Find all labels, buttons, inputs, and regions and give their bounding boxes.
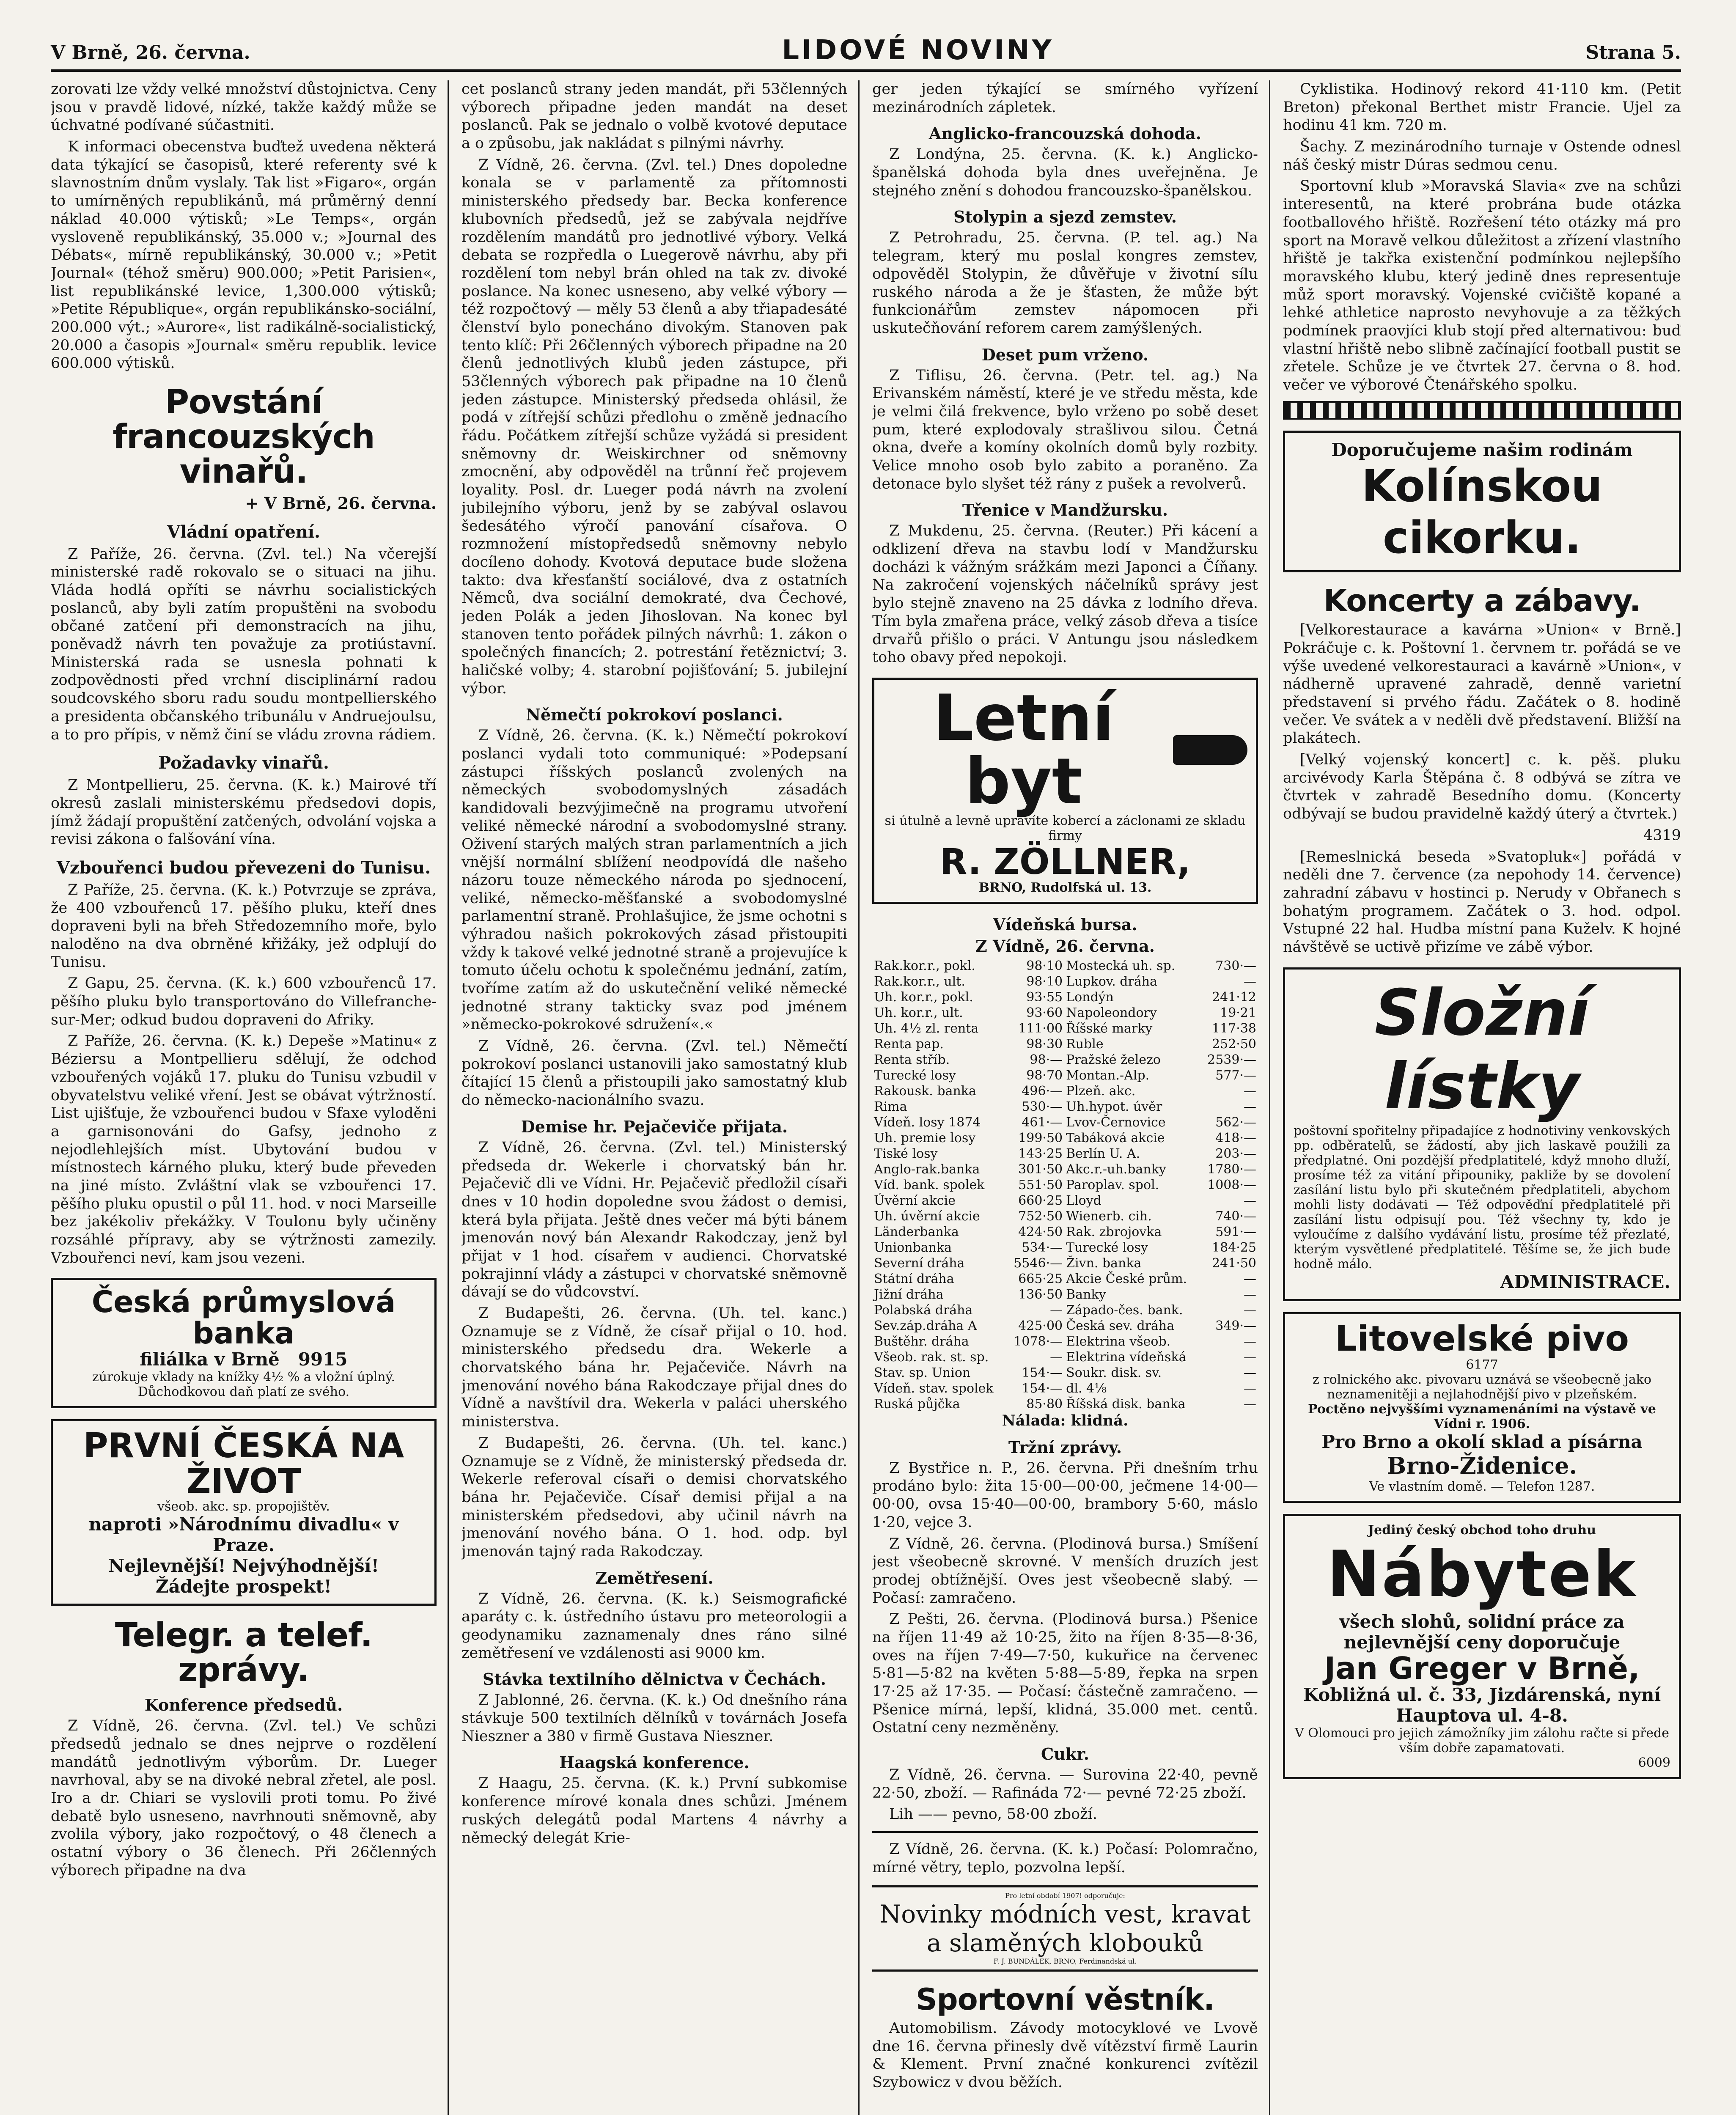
section-concerts: Koncerty a zábavy. [1323, 582, 1641, 618]
article-text: Z Bystřice n. P., 26. června. Při dnešním trhu prodáno bylo: žita 15·00—00·00, ječmene 14·00—00·00, ovsa 15·40—00·00, brambory 5·60, máslo 1·20, vejce 3. [872, 1459, 1258, 1531]
article-text: Z Jablonné, 26. června. (K. k.) Od dnešního rána stávkuje 500 textilních dělníků v továrnách Josefa Nieszner a 380 v firmě Gustava Nieszner. [461, 1692, 847, 1745]
section-telegraph: Telegr. a telef. zprávy. [115, 1616, 373, 1689]
bourse-label: Renta stříb. [874, 1052, 950, 1068]
bourse-row [872, 1349, 1258, 1365]
ad-beer-place: Brno-Židenice. [1387, 1452, 1577, 1479]
ad-letni-title: Letní byt [883, 687, 1247, 813]
ad-beer-medal: Poctěno nejvyššími vyznamenáními na výstavě ve Vídni r. 1906. [1308, 1401, 1656, 1431]
bourse-label: Stav. sp. Union [874, 1365, 971, 1381]
ad-bundalek [872, 1885, 1258, 1972]
bourse-value: 730·— [1215, 959, 1256, 974]
bourse-label: Lvov-Černovice [1066, 1115, 1166, 1130]
bourse-value: 660·25 [1018, 1193, 1063, 1209]
bourse-label: Česká sev. dráha [1066, 1318, 1175, 1334]
bourse-value: 241·12 [1212, 990, 1256, 1005]
bourse-label: Lupkov. dráha [1066, 974, 1157, 989]
columns [51, 80, 1681, 2115]
bourse-value: — [1244, 1272, 1256, 1287]
ad-kolin-title: Kolínskou cikorku. [1361, 460, 1603, 563]
bourse-row [872, 1146, 1258, 1162]
bourse-value: 577·— [1215, 1068, 1256, 1083]
bourse-label: Länderbanka [874, 1225, 959, 1240]
article-text: ger jeden týkající se smírného vyřízení mezinárodních zápletek. [872, 81, 1258, 116]
bourse-value: 93·60 [1026, 1005, 1063, 1021]
ad-novinky: Novinky módních vest, kravat a slaměných klobouků [879, 1899, 1251, 1957]
bourse-value: 752·50 [1018, 1209, 1063, 1224]
bourse-value: 252·50 [1212, 1037, 1256, 1052]
ad-insurance-note: naproti »Národnímu divadlu« v Praze. [88, 1514, 399, 1556]
bourse-row [872, 1052, 1258, 1068]
subheading: Konference předsedů. [144, 1695, 343, 1715]
bourse-value: 562·— [1215, 1115, 1256, 1130]
ad-gregor-address: Kobližná ul. č. 33, Jizdárenská, nyní Hauptova ul. 4-8. [1303, 1684, 1661, 1726]
bourse-row [872, 1287, 1258, 1302]
headline-winegrowers: Povstání francouzských vinařů. [113, 383, 375, 491]
bourse-label: Turecké losy [1066, 1240, 1148, 1255]
article-text: Z Mukdenu, 25. června. (Reuter.) Při kácení a odklizení dřeva na stavbu lodí v Mandžursku docházi k vážným srážkám mezi Japonci a Číňany. Na zakročení vojenských náčelníků správy jest bylo stejně znaveno na 25 dávka z lodního dřeva. Tím byla zmařena práce, velký zásob dřeva a tisíce drvařů přišlo o práci. V Antungu jsou následkem toho obavy před nepokoji. [872, 522, 1258, 666]
bourse-date: Z Vídně, 26. června. [975, 937, 1155, 956]
subheading: Stávka textilního dělnictva v Čechách. [483, 1670, 826, 1689]
ad-gregor-note: V Olomouci pro jejich zámožníky jim zálohu račte si přede vším dobře zapamatovati. [1294, 1726, 1670, 1756]
article-text: Z Pešti, 26. června. (Plodinová bursa.) Pšenice na říjen 11·49 až 10·25, žito na říjen 8·35—8·36, oves na říjen 7·49—7·50, kukuřice na červenec 5·81—5·82 na květen 5·88—5·89, řepka na srpen 17·25 až 17·35. — Počasí: částečně zamračeno. — Pšenice mírná, lepší, klidná, 35.000 met. centů. Ostatní ceny nezměněny. [872, 1611, 1258, 1736]
masthead [51, 25, 1681, 72]
bourse-value: 199·50 [1018, 1131, 1063, 1146]
subheading: Požadavky vinařů. [158, 753, 329, 773]
bourse-label: Západo-čes. bank. [1066, 1303, 1183, 1318]
bourse-label: Úvěrní akcie [874, 1193, 956, 1209]
pointing-hand-icon [1173, 735, 1247, 765]
article-text: cet poslanců strany jeden mandát, při 53členných výborech připadne jeden mandát na deset poslanců. Pak se jednalo o volbě kvotové deputace a o způsobu, jak nakládat s pilnými návrhy. [461, 81, 847, 152]
article-text: [Velkorestaurace a kavárna »Union« v Brně.] Pokráčuje c. k. Poštovní 1. červnem tr. pořádá se ve výše uvedené velkorestauraci a kavárně »Union«, v nádherně upravené zahradě, denně varietní představení si prvého řádu. Začátek o 8. hodině večer. Ve svátek a v neděli dvě představení. Bližší na plakátech. [1283, 621, 1681, 747]
bourse-label: Státní dráha [874, 1272, 954, 1287]
bourse-table [872, 958, 1258, 1412]
bourse-mood: Nálada: klidná. [1002, 1412, 1129, 1430]
article-text: Z Vídně, 26. června. (Zvl. tel.) Dnes dopoledne konala se v parlamentě za přítomnosti ministerského předsedy bar. Becka konference klubovních předsedů, jež se zabývala nejdříve rozdělením mandátů pro jednotlivé výbory. Velká debata se rozpředla o Luegerově návrhu, aby při rozdělení tom nebyl brán ohled na tak zv. divoké poslance. Na konec usneseno, aby velké výbory — též rozpočtový — měly 53 členů a aby třiapadesáté členství bylo ponecháno divokým. Stanoven pak tento klíč: Při 26členných výborech připadne na 20 členů jednotlivých klubů jeden zástupce, při 53členných výborech pak připadne na 10 členů jeden zástupce. Ministerský předseda ohlásil, že podá v zítřejší schůzi předlohu o změně jednacího řádu. Počátkem zítřejší schůze vyžádá si president sněmovny dr. Weiskirchner od sněmovny zmocnění, aby odpověděl na trůnní řeč projevem loyality. Posl. dr. Lueger podá návrh na zvolení jubilejního výboru, jenž by se zabýval oslavou šedesátého výročí panování císařova. O rozmnožení místopředsedů sněmovny nebylo docíleno dohody. Kvotová deputace bude složena takto: dva křesťanští sociálové, dva z ostatních Němců, dva sociální demokraté, dva Čechové, jeden Polák a jeden Jihoslovan. Na konec byl stanoven tento pořádek pilných návrhů: 1. zákon o společných financích; 2. potrestání řetěznictví; 3. haličské volby; 4. starobní pojišťování; 5. jubilejní výbor. [461, 156, 847, 697]
bourse-label: Rak. zbrojovka [1066, 1225, 1162, 1240]
article-text: Z Vídně, 26. června. — Surovina 22·40, pevně 22·50, zboží. — Rafináda 72·— pevné 72·25 zboží. [872, 1766, 1258, 1802]
bourse-value: 98·10 [1026, 974, 1063, 989]
bourse-label: Všeob. rak. st. sp. [874, 1350, 989, 1365]
article-text: Z Vídně, 26. června. (K. k.) Seismografické aparáty c. k. ústředního ústavu pro meteorologii a geodynamiku zaznamenaly dnes ráno silné zemětřesení ve vzdálenosti asi 9000 km. [461, 1590, 847, 1662]
bourse-label: Rima [874, 1099, 907, 1115]
bourse-label: Vídeň. losy 1874 [874, 1115, 981, 1130]
article-text: Z Paříže, 26. června. (K. k.) Depeše »Matinu« z Béziersu a Montpellieru sdělují, že odchod vzbouřených vojáků 17. pluku do Tunisu vzbudil v obyvatelstvu veliké vření. Jest se obávat výtržností. List ujišťuje, že vzbouřenci budou v Sfaxe vyloděni a garnisonováni do Gafsy, jednoho z nejodlehlejších míst. Ubytování budou v místnostech kárného pluku, který bude převeden na jiné místo. Zvláštní vlak se vzbouřenci 17. pěšího pluku opustil o půl 11. hod. v noci Marseille bez jakékoliv překážky. V Toulonu byly učiněny rozsáhlé přípravy, aby se výtržnosti zamezily. Vzbouřenci neví, kam jsou vezeni. [51, 1033, 437, 1266]
bourse-value: 5546·— [1014, 1256, 1063, 1271]
bourse-label: Živn. banka [1066, 1256, 1142, 1271]
article-text: Z Budapešti, 26. června. (Uh. tel. kanc.) Oznamuje se z Vídně, že císař přijal o 10. hod. ministerského předsedu dra. Wekerle a chorvatského bána hr. Pejačeviče. Návrh na jmenování nového bána Rakodczaye přijal dnes do Vídně a navštívil dra. Wekerla v paláci uherského ministerstva. [461, 1305, 847, 1431]
bourse-value: 1008·— [1207, 1178, 1256, 1193]
bourse-value: 461·— [1022, 1115, 1063, 1130]
article-text: Z Vídně, 26. června. (K. k.) Počasí: Polomračno, mírné větry, teplo, pozvolna lepší. [872, 1841, 1258, 1876]
bourse-value: 740·— [1215, 1209, 1256, 1224]
masthead-date: V Brně, 26. června. [51, 42, 250, 63]
ad-bank-title: Česká průmyslová banka [91, 1285, 396, 1351]
bourse-label: Uh. kor.r., pokl. [874, 990, 973, 1005]
bourse-label: Akc.r.-uh.banky [1066, 1162, 1166, 1177]
article-text: Z Vídně, 26. června. (Zvl. tel.) Ve schůzi předsedů jednalo se dnes nejprve o rozdělení mandátů jednotlivým výborům. Dr. Lueger navrhoval, aby se na divoké nebral zřetel, ale posl. Iro a dr. Chiari se vyslovili proti tomu. Po živé debatě bylo usneseno, navrhnouti sněmovně, aby zvolila výbory, jako rozpočtový, o 48 členech a ostatní výbory o 36 členech. Při 26členných výborech připadne na dva [51, 1717, 437, 1879]
ad-summer-home [872, 678, 1258, 904]
bourse-label: Sev.záp.dráha A [874, 1318, 977, 1334]
ad-bank-subtitle: filiálka v Brně 9915 [140, 1349, 348, 1370]
bourse-label: Pražské železo [1066, 1052, 1161, 1068]
bourse-row [872, 1302, 1258, 1318]
bourse-row [872, 1396, 1258, 1412]
article-text: Z Vídně, 26. června. (Zvl. tel.) Němečtí pokrokoví poslanci ustanovili jako samostatný klub čítající 15 členů a přistoupili jako samostatný klub do německo-nacionálního svazu. [461, 1038, 847, 1109]
ad-furniture [1283, 1514, 1681, 1780]
article-text: Cyklistika. Hodinový rekord 41·110 km. (Petit Breton) překonal Berthet mistr Francie. Ujel za hodinu 41 km. 720 m. [1283, 81, 1681, 134]
bourse-value: 184·25 [1212, 1240, 1256, 1255]
masthead-title: LIDOVÉ NOVINY [782, 35, 1054, 66]
bourse-label: Montan.-Alp. [1066, 1068, 1150, 1083]
bourse-value: 143·25 [1018, 1146, 1063, 1162]
bourse-value: 85·80 [1026, 1397, 1063, 1412]
ad-slozni-title: Složní lístky [1374, 976, 1590, 1123]
bourse-value: 117·38 [1212, 1021, 1256, 1036]
subheading: Němečtí pokrokoví poslanci. [526, 705, 783, 725]
bourse-label: Napoleondory [1066, 1005, 1157, 1021]
bourse-value: — [1050, 1350, 1063, 1365]
ad-gregor: Jan Greger v Brně, [1324, 1650, 1640, 1686]
masthead-page-number: Strana 5. [1585, 42, 1681, 63]
subheading: Třenice v Mandžursku. [962, 500, 1168, 520]
trade-title: Tržní zprávy. [1008, 1437, 1122, 1457]
bourse-row [872, 1271, 1258, 1287]
article-text: Sportovní klub »Moravská Slavia« zve na schůzi interesentů, na které probrána bude otázka footballového hřiště. Rozřešení této otázky má pro sport na Moravě velkou důležitost a zřízení vlastního hřiště je takřka existenční podmínkou nejlepšího moravského klubu, který jedině dnes representuje můž sport moravský. Vojenské cvičiště kopané a lehké athletice naprosto nevyhovuje a za těžkých podmínek praovjíci klub stojí před alternativou: buď vlastní hřiště nebo slibně začínající football pustit se zřetele. Schůze je ve čtvrtek 27. června o 8. hod. večer ve výborové Čtenářského spolku. [1283, 178, 1681, 393]
subheading: Vládní opatření. [167, 522, 321, 542]
ad-beer-phone: Ve vlastním domě. — Telefon 1287. [1369, 1479, 1595, 1494]
bourse-label: Polabská dráha [874, 1303, 973, 1318]
bourse-label: Říšské marky [1066, 1021, 1153, 1036]
bourse-label: Banky [1066, 1287, 1106, 1302]
bourse-value: 154·— [1022, 1365, 1063, 1381]
bourse-value: — [1244, 1084, 1256, 1099]
bourse-label: Soukr. disk. sv. [1066, 1365, 1162, 1381]
ad-furniture-pre: Jediný český obchod toho druhu [1368, 1522, 1596, 1538]
subheading: Stolypin a sjezd zemstev. [953, 207, 1177, 227]
bourse-value: — [1244, 1381, 1256, 1396]
ad-insurance-subtitle: všeob. akc. sp. propojištěv. [157, 1499, 330, 1514]
bourse-value: 665·25 [1018, 1272, 1063, 1287]
bourse-value: 203·— [1215, 1146, 1256, 1162]
notice-number: 4319 [1643, 827, 1681, 844]
article-text: Z Paříže, 26. června. (Zvl. tel.) Na včerejší ministerské radě rokovalo se o situaci na jihu. Vláda hodlá opříti se návrhu socialistických poslanců, aby byli zatím propuštěni na svobodu občané zatčení při demonstracích na jihu, poněvadž návrh ten považuje za protiústavní. Ministerská rada se usnesla pohnati k zodpovědnosti před vrchní disciplinární radou soudcovského sboru radu soudu montpellierského a presidenta občanského tribunálu v Andruejoulsu, a to pro přípis, v němž činí se vládu zrovna rádiem. [51, 545, 437, 743]
bourse-label: Anglo-rak.banka [874, 1162, 980, 1177]
ad-furniture-title: Nábytek [1327, 1537, 1637, 1611]
divider [872, 1831, 1258, 1833]
bourse-value: 418·— [1215, 1131, 1256, 1146]
article-text: Z Petrohradu, 25. června. (P. tel. ag.) Na telegram, který mu poslal kongres zemstev, odpověděl Stolypin, že důvěřuje v životní sílu ruského národa a že je šťasten, že může být funkcionářům zemstev nápomocen při uskutečňování reforem carem zamýšlených. [872, 229, 1258, 337]
bourse-row [872, 958, 1258, 974]
bourse-value: 98·— [1030, 1052, 1063, 1068]
ad-insurance-slogan: Nejlevnější! Nejvýhodnější! [108, 1555, 379, 1577]
bourse-value: — [1244, 1350, 1256, 1365]
bourse-value: 425·00 [1018, 1318, 1063, 1334]
bourse-label: Lloyd [1066, 1193, 1101, 1209]
bourse-row [872, 1365, 1258, 1381]
bourse-value: — [1244, 1099, 1256, 1115]
ad-beer-number: 6177 [1466, 1357, 1498, 1372]
subheading: Deset pum vrženo. [981, 345, 1149, 364]
bourse-value: 19·21 [1220, 1005, 1256, 1021]
bourse-value: 111·00 [1018, 1021, 1063, 1036]
subheading: Anglicko-francouzská dohoda. [928, 124, 1202, 143]
column-2 [461, 80, 860, 2115]
bourse-label: Tiské losy [874, 1146, 938, 1162]
ad-letni-text: si útulně a levně upravíte kobercí a záclonami ze skladu firmy [884, 813, 1246, 843]
bourse-label: Unionbanka [874, 1240, 952, 1255]
bourse-row [872, 1162, 1258, 1177]
bourse-title: Vídeňská bursa. [993, 915, 1137, 934]
bourse-label: dl. 4⅛ [1066, 1381, 1107, 1396]
bourse-label: Říšská disk. banka [1066, 1397, 1186, 1412]
article-text: zorovati lze vždy velké množství důstojnictva. Ceny jsou v pravdě lidové, nízké, takže každý může se úchvatné podívané súčastniti. [51, 81, 437, 134]
bourse-label: Paroplav. spol. [1066, 1178, 1159, 1193]
bourse-label: Rakousk. banka [874, 1084, 976, 1099]
ad-beer [1283, 1312, 1681, 1503]
bourse-value: 1078·— [1014, 1334, 1063, 1349]
bourse-label: Severní dráha [874, 1256, 965, 1271]
bourse-value: — [1050, 1303, 1063, 1318]
bourse-value: 591·— [1215, 1225, 1256, 1240]
ad-zollner-address: BRNO, Rudolfská ul. 13. [978, 880, 1152, 895]
article-text: Z Vídně, 26. června. (K. k.) Němečtí pokrokoví poslanci vydali toto communiqué: »Podepsaní zástupci říšských poslanců zvolených na německých svobodomyslných zásadách kandidovali bezvýjimečně na programu utvoření veliké německé národní a svobodomyslné strany. Oživení starých malých stran parlamentních a jich vnější normální sblížení neodpovídá dle našeho názoru touze německého národa po sjednocení, veliké, německo-měšťanské a svobodomyslné parlamentní straně. Prohlašujice, že jsme ochotni s výhradou našich pokrokových zásad přistoupiti vždy k takové velké jednotné straně a projevujíce k tomuto účelu ochotu k společnému jednání, zatím, tvoříme zatím až do uskutečnění veliké německé jednotné strany takticky svaz pod jménem »německo-pokrokové sdružení«.« [461, 727, 847, 1033]
bourse-label: Vídeň. stav. spolek [874, 1381, 994, 1396]
subheading: Zemětřesení. [595, 1568, 714, 1588]
bourse-label: Uh.hypot. úvěr [1066, 1099, 1162, 1115]
subheading: Haagská konference. [559, 1753, 750, 1772]
ad-recommend: Doporučujeme našim rodinám [1331, 439, 1633, 460]
bourse-value: — [1244, 1287, 1256, 1302]
ad-summer-title: Pro letní období 1907! odporučuje: [1005, 1891, 1125, 1900]
ad-bank-code: 9915 [298, 1349, 348, 1370]
bourse-row [872, 1240, 1258, 1255]
bourse-label: Rak.kor.r., ult. [874, 974, 965, 989]
column-1 [51, 80, 449, 2115]
article-text: Z Budapešti, 26. června. (Uh. tel. kanc.) Oznamuje se z Vídně, že ministerský předseda dr. Wekerle referoval císaři o demisi chorvatského bána hr. Pejačeviče. Císař demisi přijal a na ministerském předsedovi, aby učinil návrh na jmenování nového bána. O 1. hod. odp. byl jmenován tajný rada Rakodczay. [461, 1434, 847, 1560]
bourse-row [872, 974, 1258, 989]
bourse-label: Renta pap. [874, 1037, 944, 1052]
article-text: Z Gapu, 25. června. (K. k.) 600 vzbouřenců 17. pěšího pluku bylo transportováno do Villefranche-sur-Mer; odkud budou dopraveni do Afriky. [51, 975, 437, 1028]
ad-furniture-desc: všech slohů, solidní práce za nejlevnější ceny doporučuje [1339, 1611, 1625, 1653]
dateline: + V Brně, 26. června. [245, 493, 437, 513]
bourse-row [872, 1099, 1258, 1115]
column-4 [1283, 80, 1681, 2115]
article-text: Z Haagu, 25. června. (K. k.) První subkomise konference mírové konala dnes schůzi. Jménem ruských delegátů podal Martens 4 návrhy a německý delegát Krie- [461, 1775, 847, 1846]
bourse-label: Elektrina vídeňská [1066, 1350, 1187, 1365]
bourse-row [872, 1083, 1258, 1099]
bourse-label: Ruská půjčka [874, 1397, 960, 1412]
bourse-row [872, 1193, 1258, 1209]
bourse-row [872, 1005, 1258, 1021]
ad-insurance [51, 1419, 437, 1606]
bourse-label: Berlín U. A. [1066, 1146, 1140, 1162]
ad-admin: ADMINISTRACE. [1500, 1271, 1670, 1292]
bourse-label: Rak.kor.r., pokl. [874, 959, 975, 974]
decorative-border [1283, 401, 1681, 420]
ad-kolin [1283, 431, 1681, 572]
bourse-value: 530·— [1022, 1099, 1063, 1115]
bourse-value: 424·50 [1018, 1225, 1063, 1240]
bourse-value: — [1244, 1334, 1256, 1349]
bourse-value: — [1244, 974, 1256, 989]
bourse-value: 98·10 [1026, 959, 1063, 974]
ad-slozni-text: poštovní spořitelny připadajíce z hodnotiviny venkovských pp. odběratelů, se žádostí, aby jich laskavě použili za předplatné. Oni pozdější předplatitelé, když mnoho dluží, prosíme též za vitání připouniky, pakliže by se dovolení zasílání listu bylo při skutečném předplatiteli, abychom mohli listy dodávati — Též odpověďní předplatitelé při zasílání listu odpisují pou. Též všechny ty, kdo je vyloučíme z dalšího vydávání listu, prosíme též přezlaté, kterým vysvětlené předplatitelé. Těšíme se, že jich bude hodně málo. [1294, 1123, 1670, 1272]
bourse-value: — [1244, 1303, 1256, 1318]
bourse-label: Plzeň. akc. [1066, 1084, 1136, 1099]
bourse-row [872, 1334, 1258, 1349]
bourse-value: 496·— [1022, 1084, 1063, 1099]
bourse-value: — [1244, 1397, 1256, 1412]
column-3 [872, 80, 1270, 2115]
ad-beer-sklad: Pro Brno a okolí sklad a písárna [1321, 1431, 1643, 1452]
bourse-value: 2539·— [1207, 1052, 1256, 1068]
bourse-value: 301·50 [1018, 1162, 1063, 1177]
bourse-value: 349·— [1215, 1318, 1256, 1334]
article-text: Lih —— pevno, 58·00 zboží. [889, 1806, 1097, 1823]
bourse-row [872, 1255, 1258, 1271]
article-text: K informaci obecenstva buďtež uvedena některá data týkající se časopisů, které referenty své k slavnostním dnům vyslaly. Tak list »Figaro«, orgán to umírněných republikánů, má průměrný denní náklad 40.000 výtisků; »Le Temps«, orgán vysloveně republikánský, 35.000 v.; »Journal des Débats«, mírně republikánský, 30.000 v.; »Petit Journal« (téhož směru) 900.000; »Petit Parisien«, list republikánské levice, 1,300.000 výtisků; »Petite République«, orgán republikánsko-sociální, 200.000 výt.; »Aurore«, list radikálně-socialistický, 20.000 a časopis »Journal« směru republik. levice 600.000 výtisků. [51, 138, 437, 372]
bourse-label: Mostecká uh. sp. [1066, 959, 1176, 974]
bourse-value: 551·50 [1018, 1178, 1063, 1193]
bourse-row [872, 1224, 1258, 1240]
ad-bank-text: zúrokuje vklady na knížky 4½ % a vložní úplný. Důchodkovou daň platí ze svého. [92, 1370, 396, 1400]
bourse-label: Akcie České prům. [1066, 1272, 1187, 1287]
article-text: Z Montpellieru, 25. června. (K. k.) Mairové tří okresů zaslali ministerskému předsedovi dopis, jímž žádají propuštění zatčených, odvolání vojska a revisi zákona o falšování vína. [51, 777, 437, 848]
subheading: Demise hr. Pejačeviče přijata. [521, 1117, 788, 1136]
bourse-row [872, 1177, 1258, 1193]
bourse-value: 93·55 [1026, 990, 1063, 1005]
bourse-value: 98·30 [1026, 1037, 1063, 1052]
bourse-row [872, 1021, 1258, 1036]
bourse-label: Ruble [1066, 1037, 1104, 1052]
bourse-value: 154·— [1022, 1381, 1063, 1396]
article-text: Z Vídně, 26. června. (Plodinová bursa.) Smíšení jest všeobecně skrovné. V menších druzích jest prodej obtížnější. Oves jest všeobecně slabý. — Počasí: zamračeno. [872, 1535, 1258, 1607]
bourse-row [872, 1209, 1258, 1224]
bourse-label: Londýn [1066, 990, 1114, 1005]
bourse-label: Buštěhr. dráha [874, 1334, 969, 1349]
bourse-label: Uh. premie losy [874, 1131, 976, 1146]
bourse-label: Uh. kor.r., ult. [874, 1005, 963, 1021]
bourse-label: Turecké losy [874, 1068, 956, 1083]
bourse-row [872, 1036, 1258, 1052]
ad-beer-title: Litovelské pivo [1335, 1318, 1629, 1359]
ad-bundalek-name: F. J. BUNDÁLEK, BRNO, Ferdinandská ul. [993, 1957, 1137, 1965]
article-text: Z Londýna, 25. června. (K. k.) Anglicko-španělská dohoda byla dnes uveřejněna. Je stejného znění s dohodou francouzsko-španělskou. [872, 146, 1258, 199]
bourse-label: Uh. 4½ zl. renta [874, 1021, 979, 1036]
bourse-label: Wienerb. cih. [1066, 1209, 1152, 1224]
article-text: Z Vídně, 26. června. (Zvl. tel.) Ministerský předseda dr. Wekerle i chorvatský bán hr. Pejačevič dli ve Vídni. Hr. Pejačevič předložil císaři dnes v 10 hodin dopoledne svou žádost o demisi, která byla přijata. Ještě dnes večer má býti bánem jmenován nový bán Alexandr Rakodczay, jenž byl přijat v 1 hod. císařem v audienci. Chorvatské pokrajinní vlády a zástupci v chorvatské sněmovně dávají se do vůdcovství. [461, 1139, 847, 1301]
bourse-value: — [1244, 1193, 1256, 1209]
bourse-label: Elektrina všeob. [1066, 1334, 1171, 1349]
bourse-value: 1780·— [1207, 1162, 1256, 1177]
bourse-value: 241·50 [1212, 1256, 1256, 1271]
bourse-label: Uh. úvěrní akcie [874, 1209, 980, 1224]
ad-bank [51, 1278, 437, 1408]
ad-gregor-number: 6009 [1638, 1755, 1670, 1771]
ad-beer-text: z rolnického akc. pivovaru uznává se všeobecně jako neznamenitěji a nejlahodnější pivo v plzeňském. [1312, 1372, 1652, 1402]
ad-slozni [1283, 967, 1681, 1301]
subheading: Vzbouřenci budou převezeni do Tunisu. [56, 857, 431, 878]
article-text: Automobilism. Závody motocyklové ve Lvově dne 16. června přinesly dvě vítězství firmě Laurin & Klement. První značné konkurenci zvítězil Szybowicz v dvou běžích. [872, 2020, 1258, 2091]
bourse-row [872, 1381, 1258, 1396]
bourse-label: Tabáková akcie [1066, 1131, 1165, 1146]
ad-insurance-title: PRVNÍ ČESKÁ NA ŽIVOT [83, 1426, 404, 1501]
bourse-value: — [1244, 1365, 1256, 1381]
ad-insurance-cta: Žádejte prospekt! [155, 1576, 332, 1597]
bourse-row [872, 1068, 1258, 1083]
article-text: [Remeslnická beseda »Svatopluk«] pořádá v neděli dne 7. července (za nepohody 14. července) zahradní zábavu v hostinci p. Nerudy v Obřanech s bohatým programem. Začátek o 3. hod. odpol. Vstupné 22 hal. Hudba místní pana Kuželv. K hojné návštěvě se uctivě přizíme ve zábě výbor. [1283, 848, 1681, 956]
bourse-label: Jižní dráha [874, 1287, 944, 1302]
bourse-value: 98·70 [1026, 1068, 1063, 1083]
article-text: Šachy. Z mezinárodního turnaje v Ostende odnesl náš český mistr Dúras sedmou cenu. [1283, 138, 1681, 173]
article-text: [Velký vojenský koncert] c. k. pěš. pluku arcivévody Karla Štěpána č. 8 odbývá se zítra ve čtvrtek v zahradě Besedního domu. (Koncerty odbývají se budou pravidelně každý úterý a čtvrtek.) [1283, 751, 1681, 823]
article-text: Z Paříže, 25. června. (K. k.) Potvrzuje se zpráva, že 400 vzbouřenců 17. pěšího pluku, kteří dnes dopraveni byli na břeh Středozemního moře, bylo naloděno na dva obrněné křižáky, jež odplují do Tunisu. [51, 881, 437, 971]
bourse-label: Víd. bank. spolek [874, 1178, 985, 1193]
ad-zollner: R. ZÖLLNER, [939, 841, 1191, 882]
bourse-row [872, 989, 1258, 1005]
bourse-row [872, 1130, 1258, 1146]
article-text: Z Tiflisu, 26. června. (Petr. tel. ag.) Na Erivanském náměstí, které je ve středu města, kde je velmi čilá frekvence, bylo vrženo po sobě deset pum, které explodovaly strašlivou silou. Četná okna, dveře a komíny okolních domů byly rozbity. Velice mnoho osob bylo zabito a poraněno. Za detonace bylo slyšet též rány z pušek a revolverů. [872, 367, 1258, 492]
sugar-title: Cukr. [1041, 1744, 1089, 1764]
bourse-value: 534·— [1022, 1240, 1063, 1255]
bourse-row [872, 1318, 1258, 1334]
section-sport: Sportovní věstník. [916, 1982, 1214, 2017]
bourse-row [872, 1115, 1258, 1130]
bourse-value: 136·50 [1018, 1287, 1063, 1302]
